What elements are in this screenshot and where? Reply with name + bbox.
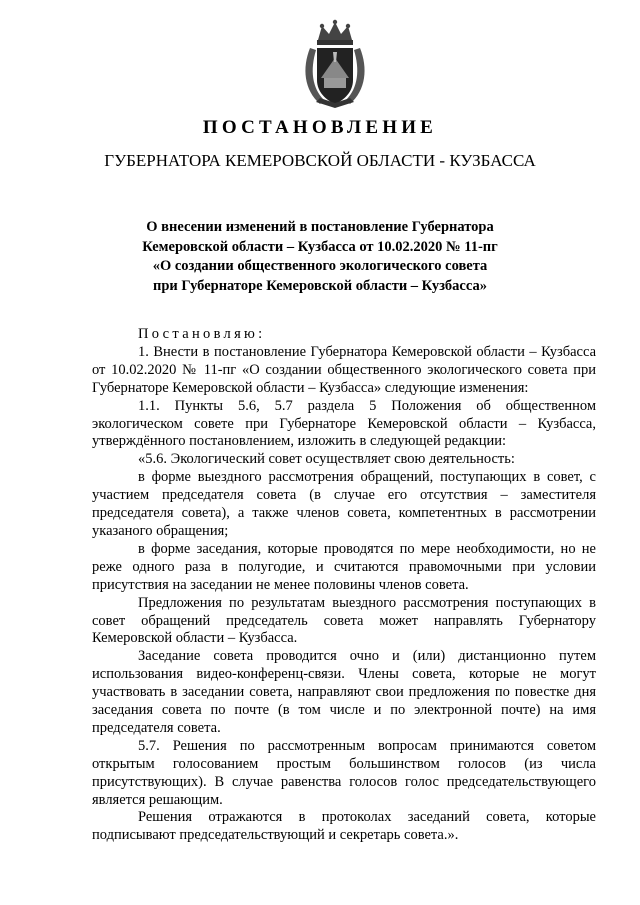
resolve-statement: Постановляю: [138,326,266,342]
coat-of-arms-emblem [300,18,370,110]
subject-line: при Губернаторе Кемеровской области – Кузбасса» [153,277,487,294]
subject-line: «О создании общественного экологического совета [152,258,488,274]
document-body [92,326,596,845]
body-paragraph: Решения отражаются в протоколах заседаний совета, которые подписывают председательствующий и секретарь совета.». [92,809,596,844]
subject-line: Кемеровской области – Кузбасса от 10.02.2020 № 11-пг [142,238,498,255]
body-paragraph: в форме выездного рассмотрения обращений, поступающих в совет, с участием председателя совета (в случае его отсутствия – заместителя председателя совета), а также членов совета, компетентных в рассмотрении указаного обращения; [92,469,596,539]
body-paragraph: «5.6. Экологический совет осуществляет свою деятельность: [138,451,515,468]
body-paragraph: 1.1. Пункты 5.6, 5.7 раздела 5 Положения об общественном экологическом совете при Губернаторе Кемеровской области – Кузбасса, утверждённого постановлением, изложить в следующей редакции: [92,397,596,450]
body-paragraph: Предложения по результатам выездного рассмотрения поступающих в совет обращений председатель совета может направлять Губернатору Кемеровской области – Кузбасса. [92,594,596,647]
document-title: ПОСТАНОВЛЕНИЕ [202,117,438,138]
subject-line: О внесении изменений в постановление Губернатора [146,219,494,235]
document-subject [0,218,640,296]
body-paragraph: 1. Внести в постановление Губернатора Кемеровской области – Кузбасса от 10.02.2020 № 11-пг «О создании общественного экологического совета при Губернаторе Кемеровской области – Кузбасса» следующие изменения: [92,343,596,396]
body-paragraph: 5.7. Решения по рассмотренным вопросам принимаются советом открытым голосованием простым большинством голосов (из числа присутствующих). В случае равенства голосов голос председательствующего является решающим. [92,737,596,808]
body-paragraph: в форме заседания, которые проводятся по мере необходимости, но не реже одного раза в полугодие, и считаются правомочными при условии присутствия на заседании не менее половины членов совета. [92,540,596,593]
issuing-authority: ГУБЕРНАТОРА КЕМЕРОВСКОЙ ОБЛАСТИ - КУЗБАССА [104,151,536,170]
body-paragraph: Заседание совета проводится очно и (или) дистанционно путем использования видео-конференц-связи. Члены совета, которые не могут участвовать в заседании совета, направляют свои предложения по повестке дня заседания совета по почте (в том числе и по электронной почте) на имя председателя совета. [92,648,596,736]
